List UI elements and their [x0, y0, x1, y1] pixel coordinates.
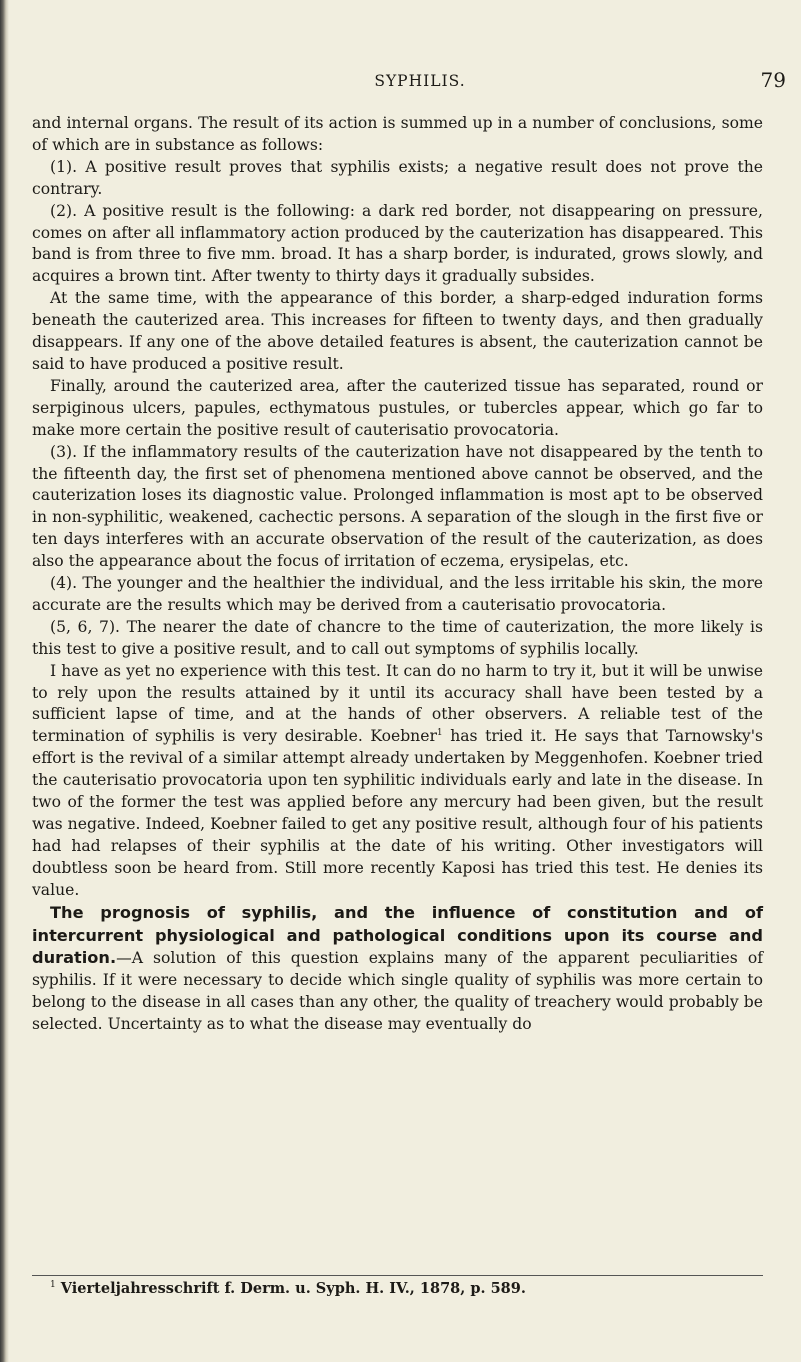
paragraph-text: has tried it. He says that Tarnowsky's effort is the revival of a similar attempt already undertaken by Meggenhofen. Koebner tried the cauterisatio provocatoria upon ten syphilitic individuals early and late in the disease. In two of the former the test was applied before any mercury had been given, but the result was negative. Indeed, Koebner failed to get any positive result, although four of his patients had had relapses of their syphilis at the date of his writing. Other investigators will doubtless soon be heard from. Still more recently Kaposi has tried this test. He denies its value. [32, 727, 763, 899]
paragraph: (1). A positive result proves that syphilis exists; a negative result does not prove the contrary. [32, 157, 763, 198]
body-text [32, 113, 763, 1036]
paragraph: Finally, around the cauterized area, after the cauterized tissue has separated, round or serpiginous ulcers, papules, ecthymatous pustules, or tubercles appear, which go far to make more certain the positive result of cauterisatio provocatoria. [32, 376, 763, 439]
section-text: —A solution of this question explains many of the apparent peculiarities of syphilis. If it were necessary to decide which single quality of syphilis was more certain to belong to the disease in all cases than any other, the quality of treachery would probably be selected. Uncertainty as to what the disease may eventually do [32, 949, 763, 1034]
paragraph: (4). The younger and the healthier the individual, and the less irritable his skin, the more accurate are the results which may be derived from a cauterisatio provocatoria. [32, 574, 763, 614]
section-heading: The prognosis of syphilis, and the influence of constitution and of intercurrent physiological and pathological conditions upon its course and duration. [32, 902, 763, 968]
footnote-text: Vierteljahresschrift f. Derm. u. Syph. H. IV., 1878, p. 589. [55, 1280, 526, 1297]
running-title: SYPHILIS. [374, 72, 466, 90]
footnote-marker: 1 [50, 1280, 56, 1291]
paragraph: (5, 6, 7). The nearer the date of chancre to the time of cauterization, the more likely is this test to give a positive result, and to call out symptoms of syphilis locally. [32, 617, 763, 658]
paragraph-koebner [32, 661, 763, 902]
section-paragraph [32, 902, 763, 1036]
page-binding-edge [0, 0, 9, 1362]
footnote [50, 1280, 760, 1297]
paragraph-text: I have as yet no experience with this test. It can do no harm to try it, but it will be unwise to rely upon the results attained by it until its accuracy shall have been tested by a sufficient lapse of time, and at the hands of other observers. A reliable test of the termination of syphilis is very desirable. Koebner [32, 661, 763, 746]
page-number: 79 [760, 68, 786, 92]
paragraph: and internal organs. The result of its action is summed up in a number of conclusions, some of which are in substance as follows: [32, 114, 763, 154]
book-page [30, 0, 790, 108]
page-header [30, 0, 790, 108]
footnote-divider [32, 1275, 763, 1276]
paragraph: (2). A positive result is the following: a dark red border, not disappearing on pressure, comes on after all inflammatory action produced by the cauterization has disappeared. This band is from three to five mm. broad. It has a sharp border, is indurated, grows slowly, and acquires a brown tint. After twenty to thirty days it gradually subsides. [32, 201, 763, 286]
footnote-reference: 1 [436, 728, 443, 739]
paragraph: (3). If the inflammatory results of the cauterization have not disappeared by the tenth to the fifteenth day, the first set of phenomena mentioned above cannot be observed, and the cauterization loses its diagnostic value. Prolonged inflammation is most apt to be observed in non-syphilitic, weakened, cachectic persons. A separation of the slough in the first five or ten days interferes with an accurate observation of the result of the cauterization, as does also the appearance about the focus of irritation of eczema, erysipelas, etc. [32, 442, 763, 571]
paragraph: At the same time, with the appearance of this border, a sharp-edged induration forms beneath the cauterized area. This increases for fifteen to twenty days, and then gradually disappears. If any one of the above detailed features is absent, the cauterization cannot be said to have produced a positive result. [32, 289, 763, 373]
